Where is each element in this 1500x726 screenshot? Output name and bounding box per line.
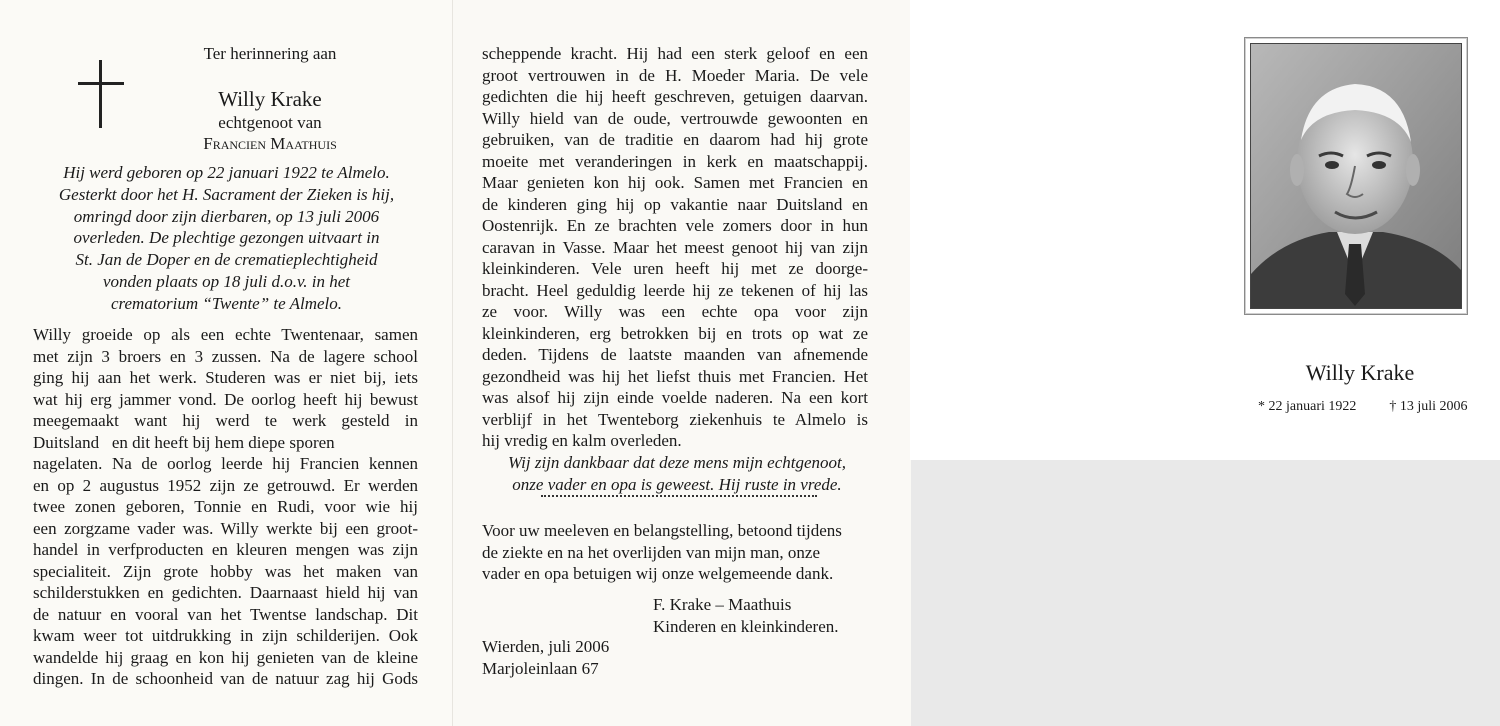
intro-text: Ter herinnering aan — [203, 44, 337, 63]
bio-line: Maar genieten kon hij ook. Samen met Francien en — [482, 173, 868, 192]
bio-line: wat hij erg jammer vond. De oorlog heeft hij bewust — [33, 389, 418, 409]
bio-line: Willy hield van de oude, vertrouwde gewoonten en — [482, 108, 868, 128]
notice-line: vonden plaats op 18 juli d.o.v. in het — [102, 271, 351, 291]
life-dates — [1258, 399, 1468, 415]
bio-line: Willy groeide op als een echte Twentenaar, samen — [33, 325, 418, 344]
bio-line: kwam weer tot uitdrukking in zijn schilderijen. Ook — [33, 626, 418, 645]
bio-line: bracht. Heel geduldig leerde hij ze tekenen of hij las — [482, 280, 868, 300]
bio-line: wandelde hij graag en kon hij genieten van de kleine — [33, 647, 418, 667]
bio-line: handel in verfproducten en kleuren mengen was zijn — [33, 540, 418, 559]
memorial-name: Willy Krake — [1305, 360, 1415, 385]
bio-line: meegemaakt want hij werd te werk gesteld in — [33, 411, 418, 430]
card-left-panel — [0, 0, 452, 726]
bio-line: was alsof hij zijn einde voelde naderen. Na een kort — [482, 388, 868, 407]
biography-part-2 — [482, 43, 868, 452]
place-date — [482, 636, 682, 679]
scanner-background — [910, 460, 1500, 726]
relation-text: echtgenoot van — [218, 113, 322, 132]
bio-line: ging hij aan het werk. Studeren was er niet bij, iets — [33, 368, 418, 387]
bio-line: gebruiken, van de traditie en daarom had hij grote — [482, 130, 868, 149]
death-notice — [30, 162, 423, 315]
notice-line: overleden. De plechtige gezongen uitvaart in — [73, 228, 380, 248]
bio-line: verblijf in het Twenteborg ziekenhuis te Almelo is — [482, 409, 868, 429]
notice-line: St. Jan de Doper en de crematieplechtigheid — [75, 250, 378, 270]
thanks-line: Voor uw meeleven en belangstelling, betoond tijdens — [482, 521, 842, 540]
notice-line: crematorium “Twente” te Almelo. — [110, 293, 343, 313]
bio-line: specialiteit. Zijn grote hobby was het maken van — [33, 561, 418, 581]
notice-line: Hij werd geboren op 22 januari 1922 te Almelo. — [63, 163, 390, 182]
bio-line: de natuur en vooral van het Twentse landschap. Dit — [33, 604, 418, 624]
bio-line: kleinkinderen. Vele uren heeft hij met ze doorge- — [482, 259, 868, 278]
verse-line: onze vader en opa is geweest. Hij ruste in vrede. — [512, 474, 842, 494]
thanks-text — [482, 520, 872, 585]
signature — [653, 594, 873, 637]
bio-line: groot vertrouwen in de H. Moeder Maria. De vele — [482, 65, 868, 85]
thanks-line: de ziekte en na het overlijden van mijn man, onze — [482, 542, 820, 562]
bio-line: kleinkinderen, erg betrokken bij en trots op wat ze — [482, 323, 868, 343]
verse-line: Wij zijn dankbaar dat deze mens mijn echtgenoot, — [507, 453, 847, 472]
bio-line: gezondheid was hij het liefst thuis met Francien. Het — [482, 366, 868, 386]
bio-line: caravan in Vasse. Maar het meest genoot hij van zijn — [482, 237, 868, 257]
deceased-name: Willy Krake — [218, 87, 322, 111]
bio-line: gedichten die hij heeft geschreven, getuigen daarvan. — [482, 87, 868, 106]
cross-icon-bar — [78, 82, 124, 85]
bio-line: moeite met veranderingen in kerk en maatschappij. — [482, 151, 868, 171]
bio-line: twee zonen geboren, Tonnie en Rudi, voor wie hij — [33, 497, 418, 516]
bio-line: met zijn 3 broers en 3 zussen. Na de lagere school — [33, 346, 418, 366]
bio-line: en op 2 augustus 1952 zijn ze getrouwd. Er werden — [33, 475, 418, 495]
bio-line: Duitsland en dit heeft bij hem diepe sporen — [33, 432, 335, 452]
closing-verse — [482, 452, 872, 495]
dotted-divider — [541, 495, 817, 497]
bio-line: schilderstukken en gedichten. Daarnaast hield hij van — [33, 583, 418, 602]
portrait-frame — [1244, 37, 1468, 315]
thanks-line: vader en opa betuigen wij onze welgemeende dank. — [482, 564, 834, 583]
bio-line: de kinderen ging hij op vakantie naar Duitsland en — [482, 194, 868, 214]
spouse-name: Francien Maathuis — [203, 134, 337, 153]
bio-line: hij vredig en kalm overleden. — [482, 431, 682, 450]
bio-line: ze voor. Willy was een echte opa voor zijn — [482, 302, 868, 321]
death-date: † 13 juli 2006 — [1389, 399, 1468, 414]
signature-line: F. Krake – Maathuis — [653, 595, 792, 614]
bio-line: scheppende kracht. Hij had een sterk geloof en een — [482, 44, 868, 63]
bio-line: een zorgzame vader was. Willy werkte bij een groot- — [33, 518, 418, 538]
signature-line: Kinderen en kleinkinderen. — [653, 616, 839, 636]
birth-date: * 22 januari 1922 — [1258, 399, 1357, 414]
address-line: Marjoleinlaan 67 — [482, 658, 599, 678]
portrait-photo — [1250, 43, 1462, 309]
bio-line: Oostenrijk. En ze brachten vele zomers door in hun — [482, 216, 868, 235]
bio-line: deden. Tijdens de laatste maanden van afnemende — [482, 345, 868, 364]
biography-part-1 — [33, 324, 418, 690]
bio-line: nagelaten. Na de oorlog leerde hij Francien kennen — [33, 454, 418, 473]
notice-line: omringd door zijn dierbaren, op 13 juli 2006 — [73, 206, 380, 226]
notice-line: Gesterkt door het H. Sacrament der Zieken is hij, — [58, 184, 395, 204]
bio-line: dingen. In de schoonheid van de natuur zag hij Gods — [33, 669, 418, 688]
place-line: Wierden, juli 2006 — [482, 637, 610, 656]
